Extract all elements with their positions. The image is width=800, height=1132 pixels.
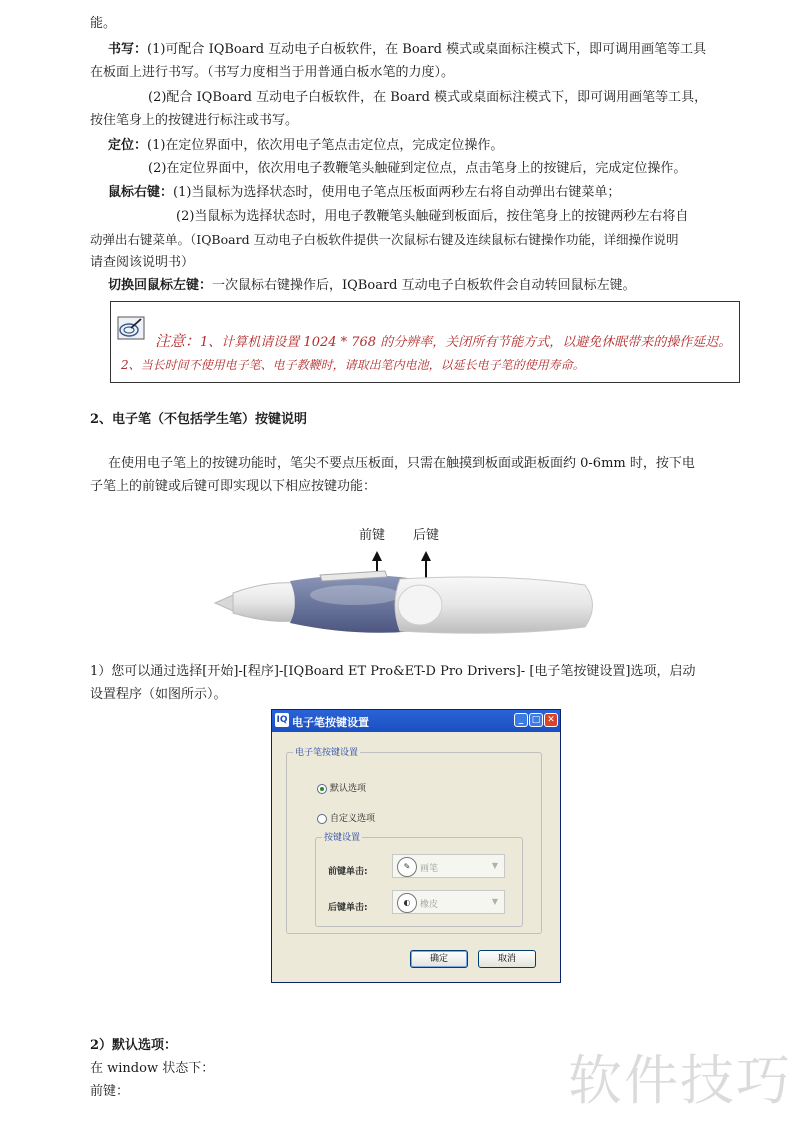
section-intro: 在使用电子笔上的按键功能时，笔尖不要点压板面，只需在触摸到板面或距板面约 0-6mm 时，按下电	[108, 456, 695, 471]
step-1: 1）您可以通过选择[开始]-[程序]-[IQBoard ET Pro&ET-D Pro Drivers]- [电子笔按键设置]选项，启动	[90, 664, 696, 679]
para-writing-2: (2)配合 IQBoard 互动电子白板软件，在 Board 模式或桌面标注模式下，即可调用画笔等工具，	[148, 90, 708, 105]
para-writing-cont: 在板面上进行书写。（书写力度相当于用普通白板水笔的力度）。	[90, 65, 455, 80]
note-box	[110, 301, 740, 383]
section-intro-cont: 子笔上的前键或后键可即实现以下相应按键功能：	[90, 479, 377, 494]
subgroup-label: 按键设置	[322, 830, 362, 843]
para-right-click-2: (2)当鼠标为选择状态时，用电子教鞭笔头触碰到板面后，按住笔身上的按键两秒左右将自	[176, 209, 689, 224]
para-position-text: (1)在定位界面中，依次用电子笔点击定位点，完成定位操作。	[147, 138, 504, 153]
button-settings-subgroup	[315, 833, 523, 927]
para-switch-left-text: 一次鼠标右键操作后，IQBoard 互动电子白板软件会自动转回鼠标左键。	[212, 278, 636, 293]
back-click-label: 后键单击:	[328, 903, 368, 913]
para-position	[108, 136, 503, 156]
chevron-down-icon[interactable]: ▼	[491, 861, 499, 870]
para-position-2: (2)在定位界面中，依次用电子教鞭笔头触碰到定位点，点击笔身上的按键后，完成定位操作。	[148, 161, 687, 176]
front-key-text: 前键：	[90, 1084, 130, 1099]
label-switch-left: 切换回鼠标左键：	[108, 278, 213, 293]
minimize-icon[interactable]: _	[514, 713, 528, 727]
para-switch-left	[108, 276, 636, 296]
dialog-title: 电子笔按键设置	[292, 716, 369, 729]
note-lead: 注意：	[155, 332, 201, 350]
group-label: 电子笔按键设置	[293, 745, 360, 758]
dialog-titlebar	[272, 710, 560, 732]
radio-custom-dot[interactable]	[317, 814, 327, 824]
section-heading: 2、电子笔（不包括学生笔）按键说明	[90, 412, 308, 427]
para-writing-text: (1)可配合 IQBoard 互动电子白板软件，在 Board 模式或桌面标注模式下，即可调用画笔等工具	[147, 42, 707, 57]
radio-default-dot[interactable]	[317, 784, 327, 794]
pen-key-settings-dialog	[271, 709, 561, 983]
front-key-label: 前键	[359, 528, 386, 543]
close-icon[interactable]: ✕	[544, 713, 558, 727]
label-writing: 书写：	[108, 42, 148, 57]
radio-custom-label: 自定义选项	[330, 814, 376, 824]
para-right-click-text: (1)当鼠标为选择状态时，使用电子笔点压板面两秒左右将自动弹出右键菜单；	[173, 185, 621, 200]
para-writing-2-cont: 按住笔身上的按键进行标注或书写。	[90, 113, 299, 128]
pen-tool-icon: ✎	[397, 857, 417, 877]
label-position: 定位：	[108, 138, 148, 153]
app-icon: IQ	[276, 715, 288, 725]
back-click-value: 橡皮	[420, 900, 439, 910]
note-icon	[117, 316, 145, 340]
para-right-click	[108, 183, 620, 203]
windows-state-text: 在 window 状态下：	[90, 1061, 215, 1076]
label-right-click: 鼠标右键：	[108, 185, 174, 200]
text-continuation: 能。	[90, 16, 117, 31]
cancel-button[interactable]: 取消	[478, 950, 536, 968]
note-text-1: 1、计算机请设置 1024 * 768 的分辨率，关闭所有节能方式，以避免休眠带来的操作延迟。	[200, 335, 732, 350]
back-key-label: 后键	[413, 528, 440, 543]
front-click-select[interactable]	[392, 854, 505, 878]
radio-default-label: 默认选项	[330, 784, 367, 794]
back-click-select[interactable]	[392, 890, 505, 914]
radio-custom[interactable]	[317, 811, 375, 824]
para-right-click-2-cont: 动弹出右键菜单。（IQBoard 互动电子白板软件提供一次鼠标右键及连续鼠标右键操作功能，详细操作说明	[90, 232, 679, 247]
maximize-icon[interactable]: □	[529, 713, 543, 727]
eraser-icon: ◐	[397, 893, 417, 913]
front-click-value: 画笔	[420, 864, 439, 874]
note-line-1	[155, 330, 731, 351]
front-click-label: 前键单击:	[328, 867, 368, 877]
step-1-cont: 设置程序（如图所示）。	[90, 687, 227, 702]
para-writing	[108, 40, 706, 60]
chevron-down-icon[interactable]: ▼	[491, 897, 499, 906]
key-settings-group	[286, 748, 542, 934]
para-right-click-2-cont2: 请查阅该说明书）	[90, 255, 195, 270]
electronic-pen-image	[205, 515, 605, 635]
radio-default[interactable]	[317, 781, 366, 794]
default-options-heading: 2）默认选项：	[90, 1038, 178, 1053]
watermark: 软件技巧	[568, 1049, 792, 1112]
note-line-2: 2、当长时间不使用电子笔、电子教鞭时，请取出笔内电池，以延长电子笔的使用寿命。	[121, 358, 585, 372]
ok-button[interactable]: 确定	[410, 950, 468, 968]
